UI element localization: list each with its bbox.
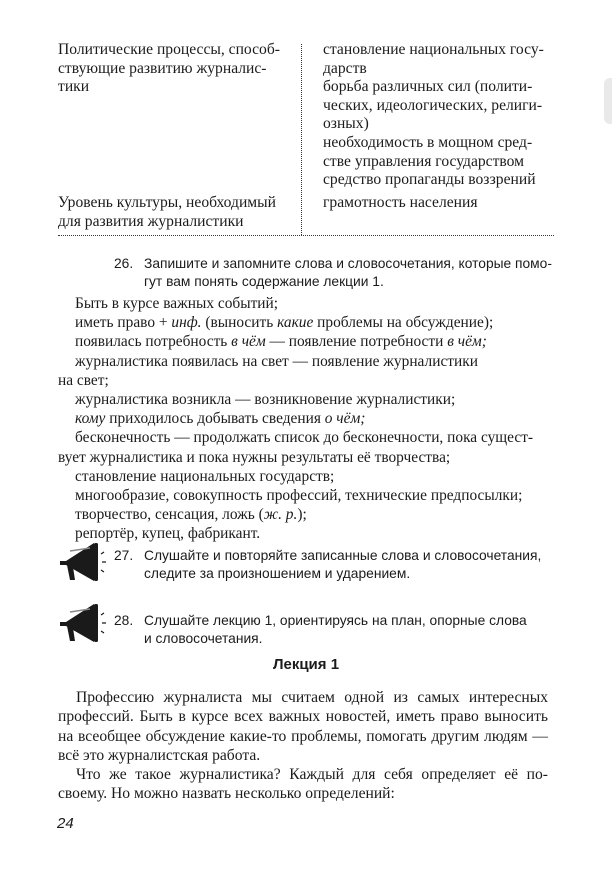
cell-line: стве управления государством <box>323 152 525 170</box>
vocab-fragment: на свет; <box>58 371 109 389</box>
vocab-line <box>58 524 548 543</box>
task-text: и словосочетания. <box>144 631 263 647</box>
vocab-line <box>58 409 548 428</box>
table-row <box>58 41 554 194</box>
vocab-line <box>58 467 548 486</box>
table-row <box>58 194 554 231</box>
task-text: Слушайте и повторяйте записанные слова и словосочетания, <box>144 548 542 563</box>
lecture-paragraph: Что же такое журналистика? Каждый для себя определяет её по-своему. Но можно назвать несколько определений: <box>58 766 548 803</box>
task-text: следите за произношением и ударением. <box>144 566 411 582</box>
task-26 <box>114 255 554 291</box>
vocab-fragment: многообразие, совокупность профессий, технические предпосылки; <box>75 487 523 505</box>
vocab-line <box>58 371 548 390</box>
task-text: Запишите и запомните слова и словосочетания, которые помо- <box>144 256 552 271</box>
cell-line: для развития журналистики <box>58 212 244 230</box>
table-cell-right <box>310 194 554 231</box>
vocab-italic-fragment: ж. р. <box>263 506 298 524</box>
vocab-line <box>58 332 548 351</box>
vocab-fragment: Быть в курсе важных событий; <box>75 295 279 312</box>
vocabulary-list <box>58 294 548 544</box>
cell-line: Уровень культуры, необходимый <box>58 194 276 211</box>
task-27 <box>114 547 554 583</box>
table-column-divider <box>301 44 302 235</box>
lecture-title: Лекция 1 <box>272 656 340 673</box>
vocab-fragment: проблемы на обсуждение); <box>313 314 494 332</box>
vocab-fragment: приходилось добывать сведения <box>105 410 325 428</box>
cell-line: средство пропаганды воззрений <box>323 171 536 189</box>
megaphone-icon <box>56 540 106 586</box>
cell-line: становление национальных госу- <box>323 41 544 58</box>
vocab-line <box>58 294 548 313</box>
vocab-fragment: журналистика возникла — возникновение журналистики; <box>75 391 456 409</box>
cell-line: озных) <box>323 115 369 133</box>
page-number: 24 <box>57 815 74 832</box>
vocab-italic-fragment: в чём <box>231 333 266 351</box>
vocab-italic-fragment: какие <box>277 314 314 332</box>
vocab-line <box>58 505 548 524</box>
table-cell-right <box>310 41 554 194</box>
vocab-fragment: появилась потребность <box>75 333 232 351</box>
vocab-fragment: ); <box>297 506 307 524</box>
vocab-italic-fragment: кому <box>75 410 106 428</box>
vocab-line <box>58 390 548 409</box>
vocab-fragment: (выносить <box>201 314 278 332</box>
task-line <box>114 255 554 273</box>
task-text: гут вам понять содержание лекции 1. <box>144 274 384 290</box>
lecture-paragraph: Профессию журналиста мы считаем одной из самых интересных профессий. Быть в курсе всех важных новостей, иметь право выносить на всеобщее обсуждение какие-то проблемы, помогать другим людям — всё это журналистская работа. <box>58 689 548 764</box>
table-bottom-border <box>58 235 554 236</box>
cell-line: дарств <box>323 59 367 77</box>
cell-line: грамотность населения <box>323 194 478 211</box>
page-edge-shadow <box>604 78 612 124</box>
megaphone-icon <box>56 601 106 647</box>
vocab-fragment: бесконечность — продолжать список до бесконечности, пока сущест- <box>75 429 534 447</box>
vocab-fragment: творчество, сенсация, ложь ( <box>75 506 264 524</box>
vocab-line <box>58 486 548 505</box>
task-line <box>114 547 554 565</box>
vocab-fragment: — появление потребности <box>265 333 448 351</box>
cell-line: ческих, идеологических, религи- <box>323 96 543 114</box>
vocab-italic-fragment: в чём; <box>447 333 487 351</box>
vocab-italic-fragment: о чём; <box>324 410 366 428</box>
task-28 <box>114 612 554 648</box>
cell-line: необходимость в мощном сред- <box>323 133 533 151</box>
task-line <box>114 612 554 630</box>
vocab-fragment: вует журналистика и пока нужны результаты её творчества; <box>58 448 451 466</box>
vocab-fragment: репортёр, купец, фабрикант. <box>75 525 261 543</box>
vocab-fragment: иметь право + <box>75 314 172 332</box>
vocab-line <box>58 313 548 332</box>
cell-line: борьба различных сил (полити- <box>323 78 533 96</box>
vocab-line <box>58 448 548 467</box>
vocab-italic-fragment: инф. <box>171 314 202 332</box>
task-number: 28. <box>114 613 134 628</box>
table-cell-left <box>58 41 310 194</box>
vocab-line <box>58 428 548 447</box>
vocab-fragment: становление национальных государств; <box>75 467 335 485</box>
vocab-line <box>58 352 548 371</box>
definitions-table <box>58 41 554 231</box>
cell-line: тики <box>58 78 90 96</box>
cell-line: ствующие развитию журналис- <box>58 59 267 77</box>
task-number: 26. <box>114 256 134 271</box>
vocab-fragment: журналистика появилась на свет — появление журналистики <box>75 352 478 370</box>
cell-line: Политические процессы, способ- <box>58 41 280 58</box>
task-text: Слушайте лекцию 1, ориентируясь на план, опорные слова <box>144 613 527 628</box>
task-number: 27. <box>114 548 134 563</box>
table-cell-left <box>58 194 310 231</box>
